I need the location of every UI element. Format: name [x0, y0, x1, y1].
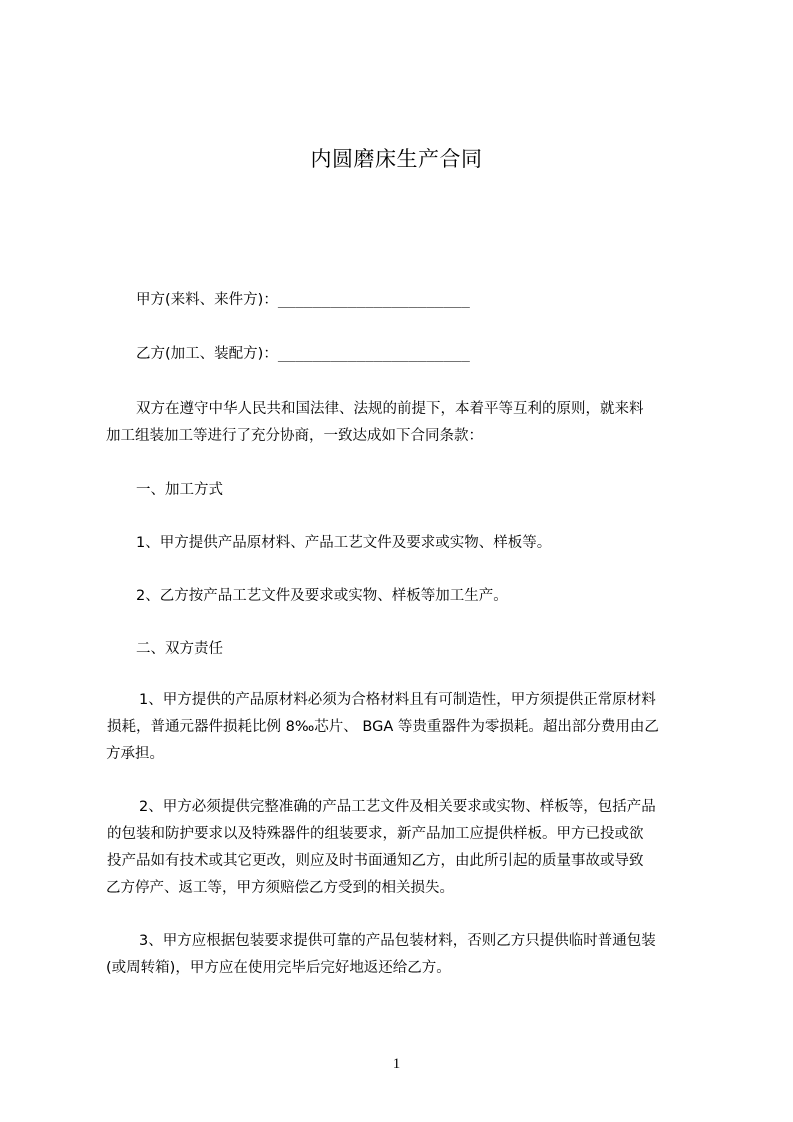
clause-1-line-2: 损耗，普通元器件损耗比例 8‰芯片、 BGA 等贵重器件为零损耗。超出部分费用由乙: [107, 719, 659, 735]
section-1-item-2: 2、乙方按产品工艺文件及要求或实物、样板等加工生产。: [136, 588, 508, 604]
clause-1-line-3: 方承担。: [106, 746, 164, 762]
intro-line-2: 加工组装加工等进行了充分协商，一致达成如下合同条款：: [106, 428, 483, 444]
clause-1-line-1: 1、甲方提供的产品原材料必须为合格材料且有可制造性，甲方须提供正常原材料: [139, 692, 656, 708]
clause-3-line-2: (或周转箱)，甲方应在使用完毕后完好地返还给乙方。: [106, 960, 451, 976]
section-1-item-1: 1、甲方提供产品原材料、产品工艺文件及要求或实物、样板等。: [136, 535, 552, 551]
clause-2-line-1: 2、甲方必须提供完整准确的产品工艺文件及相关要求或实物、样板等，包括产品: [139, 799, 656, 815]
clause-2-line-2: 的包装和防护要求以及特殊器件的组装要求，新产品加工应提供样板。甲方已投或欲: [107, 826, 644, 842]
section-2-heading: 二、双方责任: [136, 641, 223, 657]
page-title: 内圆磨床生产合同: [310, 147, 483, 171]
clause-2-line-4: 乙方停产、返工等，甲方须赔偿乙方受到的相关损失。: [106, 880, 454, 896]
section-1-heading: 一、加工方式: [136, 482, 223, 498]
clause-2-line-3: 投产品如有技术或其它更改，则应及时书面通知乙方，由此所引起的质量事故或导致: [107, 853, 644, 869]
party-b-line: [136, 344, 470, 364]
party-a-line: [136, 290, 470, 310]
party-a-blank: ______________________: [277, 292, 470, 308]
party-b-label: 乙方(加工、装配方)：: [136, 346, 278, 362]
clause-3-line-1: 3、甲方应根据包装要求提供可靠的产品包装材料，否则乙方只提供临时普通包装: [139, 933, 656, 949]
party-a-label: 甲方(来料、来件方)：: [136, 292, 278, 308]
page-number: 1: [392, 1056, 401, 1072]
intro-line-1: 双方在遵守中华人民共和国法律、法规的前提下，本着平等互利的原则，就来料: [136, 401, 644, 417]
party-b-blank: ______________________: [277, 346, 470, 362]
